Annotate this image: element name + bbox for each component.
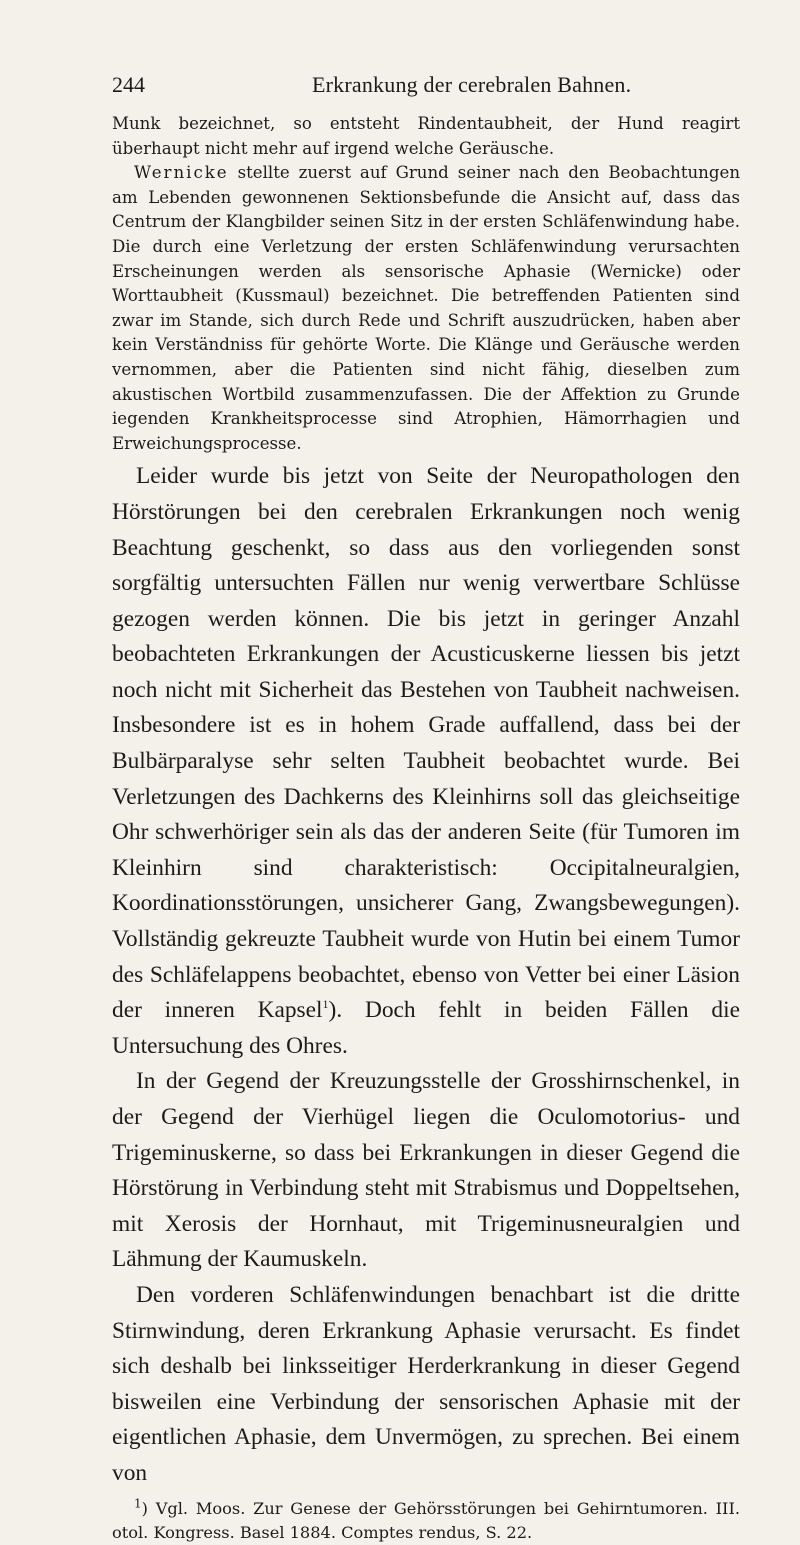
footnote-text: ) Vgl. Moos. Zur Genese der Gehörsstörungen bei Gehirntumoren. III. otol. Kongress. Basel 1884. Comptes rendus, S. 22. [112,1498,740,1542]
footnote-text-line [112,1497,740,1545]
paragraph-3-end: ). Doch fehlt in beiden Fällen die Untersuchung des Ohres. [112,997,740,1059]
page-number: 244 [112,72,145,97]
running-title: Erkrankung der cerebralen Bahnen. [312,72,632,97]
page-header [112,70,740,100]
paragraph-3 [112,459,740,1064]
paragraph-4: In der Gegend der Kreuzungsstelle der Grosshirnschenkel, in der Gegend der Vierhügel liegen die Oculomotorius- und Trigeminuskerne, so dass bei Erkrankungen in dieser Gegend die Hörstörung in Verbindung steht mit Strabismus und Doppeltsehen, mit Xerosis der Hornhaut, mit Trigeminusneuralgien und Lähmung der Kaumuskeln. [112,1068,740,1273]
paragraph-3-text: Leider wurde bis jetzt von Seite der Neuropathologen den Hörstörungen bei den cerebralen Erkrankungen noch wenig Beachtung geschenkt, so dass aus den vorliegenden sonst sorgfältig untersuchten Fällen nur wenig verwertbare Schlüsse gezogen werden können. Die bis jetzt in geringer Anzahl beobachteten Erkrankungen der Acusticuskerne liessen bis jetzt noch nicht mit Sicherheit das Bestehen von Taubheit nachweisen. Insbesondere ist es in hohem Grade auffallend, dass bei der Bulbärparalyse sehr selten Taubheit beobachtet wurde. Bei Verletzungen des Dachkerns des Kleinhirns soll das gleichseitige Ohr schwerhöriger sein als das der anderen Seite (für Tumoren im Kleinhirn sind charakteristisch: Occipitalneuralgien, Koordinationsstörungen, unsicherer Gang, Zwangsbewegungen). Vollständig gekreuzte Taubheit wurde von Hutin bei einem Tumor des Schläfelappens beobachtet, ebenso von Vetter bei einer Läsion der inneren Kapsel [112,463,740,1024]
paragraph-2 [112,161,740,456]
main-text-section [112,459,740,1491]
paragraph-5: Den vorderen Schläfenwindungen benachbart ist die dritte Stirnwindung, deren Erkrankung Aphasie verursacht. Es findet sich deshalb bei linksseitiger Herderkrankung in dieser Gegend bisweilen eine Verbindung der sensorischen Aphasie mit der eigentlichen Aphasie, dem Unvermögen, zu sprechen. Bei einem von [112,1281,740,1486]
small-print-section [112,112,740,456]
paragraph-1: Munk bezeichnet, so entsteht Rindentaubheit, der Hund reagirt überhaupt nicht mehr auf irgend welche Geräusche. [112,114,740,158]
author-name-wernicke: Wernicke [134,163,229,183]
footnote-reference: 1 [322,997,329,1012]
footnote [112,1497,740,1545]
paragraph-2-text: stellte zuerst auf Grund seiner nach den Beobachtungen am Lebenden gewonnenen Sektionsbefunde die Ansicht auf, dass das Centrum der Klangbilder seinen Sitz in der ersten Schläfenwindung habe. Die durch eine Verletzung der ersten Schläfenwindung verursachten Erscheinungen werden als sensorische Aphasie (Wernicke) oder Worttaubheit (Kussmaul) bezeichnet. Die betreffenden Patienten sind zwar im Stande, sich durch Rede und Schrift auszudrücken, haben aber kein Verständniss für gehörte Worte. Die Klänge und Geräusche werden vernommen, aber die Patienten sind nicht fähig, dieselben zum akustischen Wortbild zusammenzufassen. Die der Affektion zu Grunde iegenden Krankheitsprocesse sind Atrophien, Hämorrhagien und Erweichungsprocesse. [112,163,741,453]
book-page [112,70,740,1545]
footnote-marker: 1 [134,1496,142,1511]
